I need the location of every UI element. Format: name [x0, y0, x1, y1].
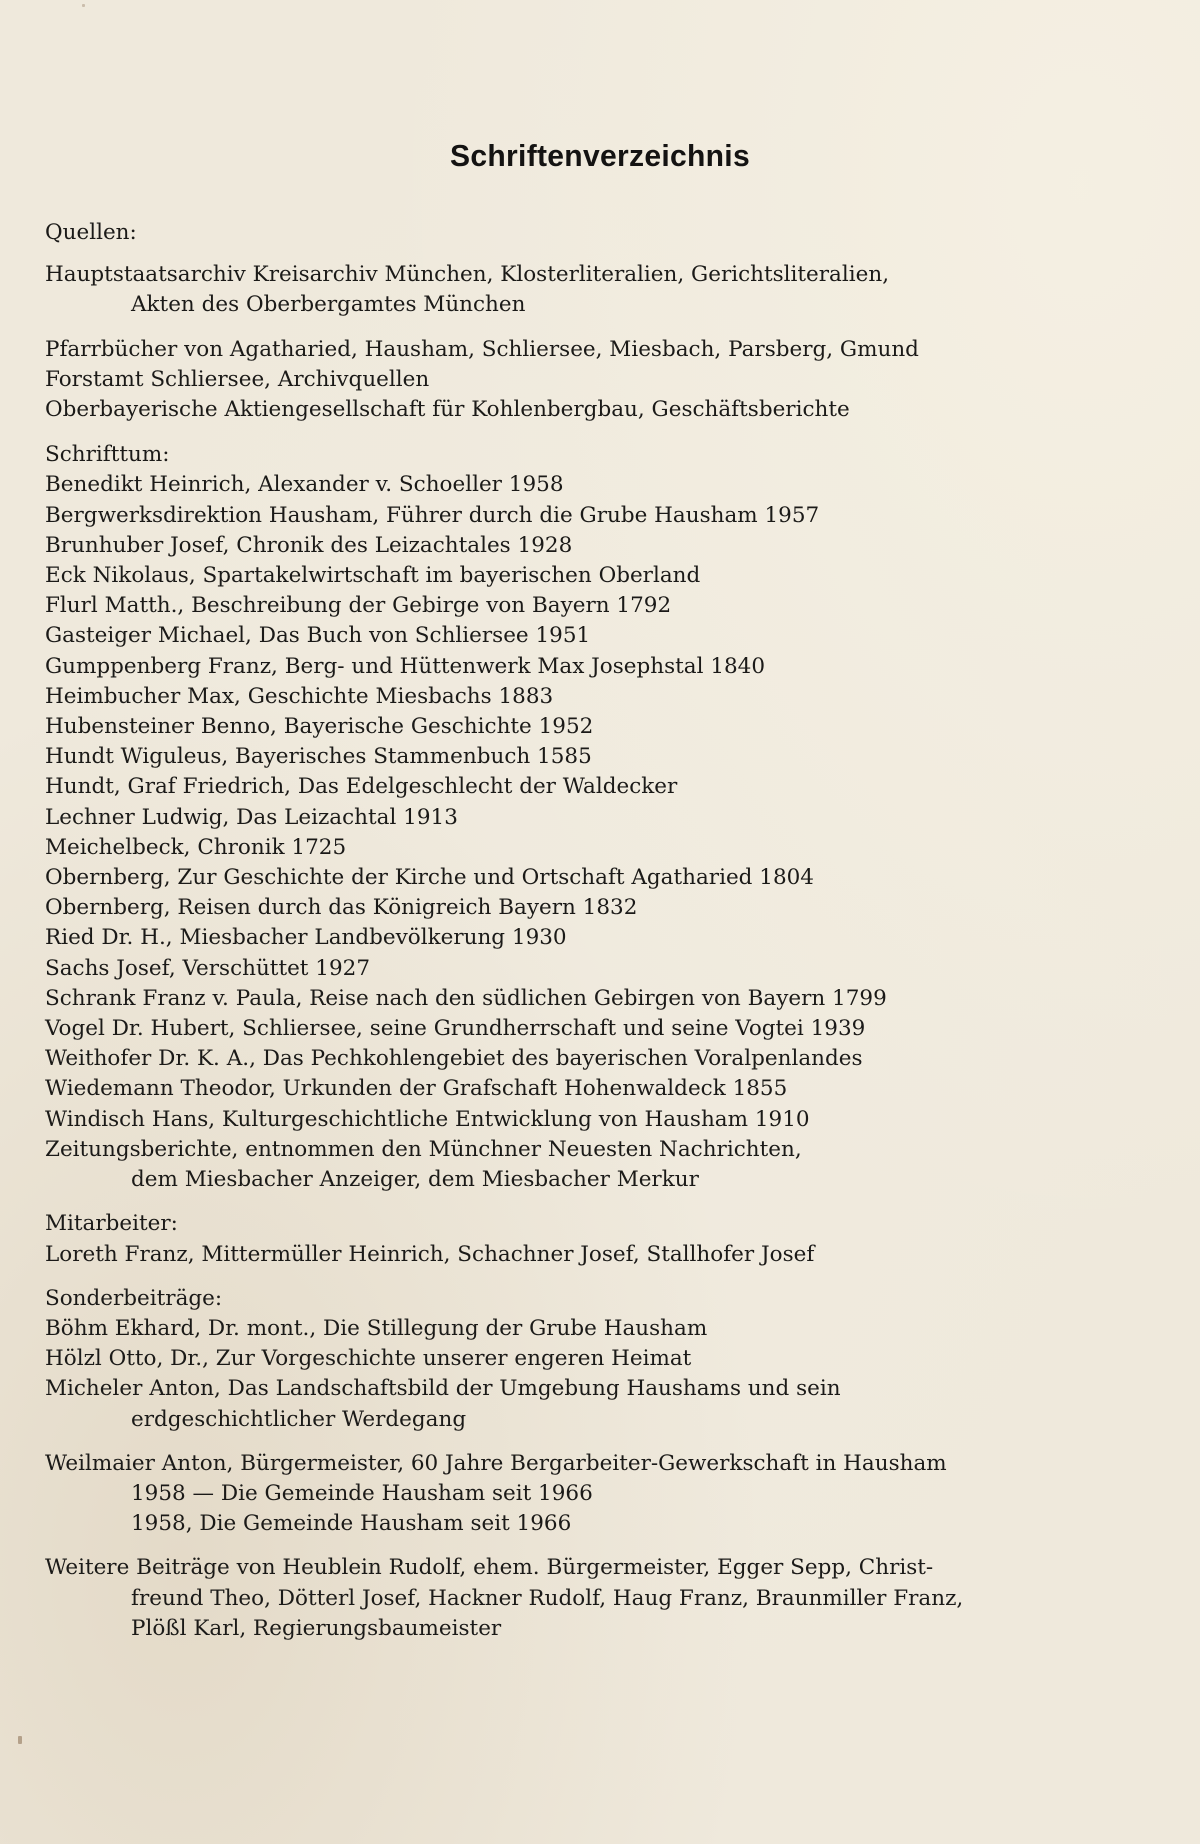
section-weilmaier — [45, 1449, 1145, 1540]
source-entry: Forstamt Schliersee, Archivquellen — [45, 366, 430, 392]
literature-entry: Benedikt Heinrich, Alexander v. Schoeller 1958 — [45, 472, 564, 498]
source-entry: Oberbayerische Aktiengesellschaft für Kohlenbergbau, Geschäftsberichte — [45, 397, 850, 423]
literature-entry: Zeitungsberichte, entnommen den Münchner Neuesten Nachrichten, — [45, 1136, 802, 1162]
section-schrifttum — [45, 440, 1145, 1195]
paper-speck — [18, 1736, 22, 1744]
section-weitere-beitraege — [45, 1553, 1145, 1644]
literature-entry: Schrank Franz v. Paula, Reise nach den südlichen Gebirgen von Bayern 1799 — [45, 985, 887, 1011]
weilmaier-continuation: 1958, Die Gemeinde Hausham seit 1966 — [131, 1511, 572, 1537]
further-contributions-continuation: freund Theo, Dötterl Josef, Hackner Rudolf, Haug Franz, Braunmiller Franz, — [131, 1585, 964, 1611]
literature-entry: Hundt, Graf Friedrich, Das Edelgeschlecht der Waldecker — [45, 774, 678, 800]
literature-entry: Ried Dr. H., Miesbacher Landbevölkerung 1930 — [45, 925, 567, 951]
literature-entry: Eck Nikolaus, Spartakelwirtschaft im bayerischen Oberland — [45, 563, 701, 589]
literature-entry: Weithofer Dr. K. A., Das Pechkohlengebiet des bayerischen Voralpenlandes — [45, 1046, 863, 1072]
weilmaier-entry: Weilmaier Anton, Bürgermeister, 60 Jahre Bergarbeiter-Gewerkschaft in Hausham — [45, 1450, 947, 1476]
literature-entry: Hubensteiner Benno, Bayerische Geschichte 1952 — [45, 714, 594, 740]
bibliography-body — [45, 218, 1145, 1644]
literature-entry: Obernberg, Reisen durch das Königreich Bayern 1832 — [45, 895, 638, 921]
literature-entry: Meichelbeck, Chronik 1725 — [45, 834, 347, 860]
section-label-mitarbeiter: Mitarbeiter: — [45, 1211, 178, 1237]
contributors-line: Loreth Franz, Mittermüller Heinrich, Schachner Josef, Stallhofer Josef — [45, 1241, 815, 1267]
literature-entry: Brunhuber Josef, Chronik des Leizachtales 1928 — [45, 532, 573, 558]
literature-entry: Gumppenberg Franz, Berg- und Hüttenwerk Max Josephstal 1840 — [45, 653, 766, 679]
special-contribution-entry: Böhm Ekhard, Dr. mont., Die Stillegung der Grube Hausham — [45, 1315, 708, 1341]
section-label-quellen: Quellen: — [45, 220, 137, 245]
further-contributions-entry: Weitere Beiträge von Heublein Rudolf, ehem. Bürgermeister, Egger Sepp, Christ- — [45, 1555, 934, 1581]
literature-entry: Windisch Hans, Kulturgeschichtliche Entwicklung von Hausham 1910 — [45, 1106, 810, 1132]
source-entry-continuation: Akten des Oberbergamtes München — [131, 292, 526, 318]
special-contribution-continuation: erdgeschichtlicher Werdegang — [131, 1406, 467, 1432]
literature-entry: Heimbucher Max, Geschichte Miesbachs 1883 — [45, 683, 554, 709]
source-entry: Hauptstaatsarchiv Kreisarchiv München, Klosterliteralien, Gerichtsliteralien, — [45, 262, 890, 288]
section-sonderbeitraege — [45, 1284, 1145, 1435]
source-entry: Pfarrbücher von Agatharied, Hausham, Schliersee, Miesbach, Parsberg, Gmund — [45, 336, 919, 362]
section-mitarbeiter — [45, 1209, 1145, 1269]
weilmaier-continuation: 1958 — Die Gemeinde Hausham seit 1966 — [131, 1480, 593, 1506]
paper-speck — [82, 4, 85, 7]
literature-entry: Wiedemann Theodor, Urkunden der Grafschaft Hohenwaldeck 1855 — [45, 1076, 788, 1102]
further-contributions-continuation: Plößl Karl, Regierungsbaumeister — [131, 1615, 502, 1641]
section-label-schrifttum: Schrifttum: — [45, 442, 170, 468]
literature-entry: Hundt Wiguleus, Bayerisches Stammenbuch 1585 — [45, 744, 592, 770]
special-contribution-entry: Hölzl Otto, Dr., Zur Vorgeschichte unserer engeren Heimat — [45, 1346, 692, 1372]
literature-entry: Bergwerksdirektion Hausham, Führer durch die Grube Hausham 1957 — [45, 502, 820, 528]
literature-entry: Gasteiger Michael, Das Buch von Schliersee 1951 — [45, 623, 591, 649]
section-label-sonderbeitraege: Sonderbeiträge: — [45, 1285, 223, 1311]
literature-entry: Vogel Dr. Hubert, Schliersee, seine Grundherrschaft und seine Vogtei 1939 — [45, 1016, 866, 1042]
section-quellen — [45, 218, 1145, 425]
literature-entry: Sachs Josef, Verschüttet 1927 — [45, 955, 370, 981]
literature-entry: Lechner Ludwig, Das Leizachtal 1913 — [45, 804, 458, 830]
special-contribution-entry: Micheler Anton, Das Landschaftsbild der Umgebung Haushams und sein — [45, 1376, 841, 1402]
literature-entry-continuation: dem Miesbacher Anzeiger, dem Miesbacher Merkur — [131, 1167, 699, 1193]
page-title: Schriftenverzeichnis — [450, 138, 750, 173]
literature-entry: Obernberg, Zur Geschichte der Kirche und Ortschaft Agatharied 1804 — [45, 865, 814, 891]
literature-entry: Flurl Matth., Beschreibung der Gebirge von Bayern 1792 — [45, 593, 672, 619]
